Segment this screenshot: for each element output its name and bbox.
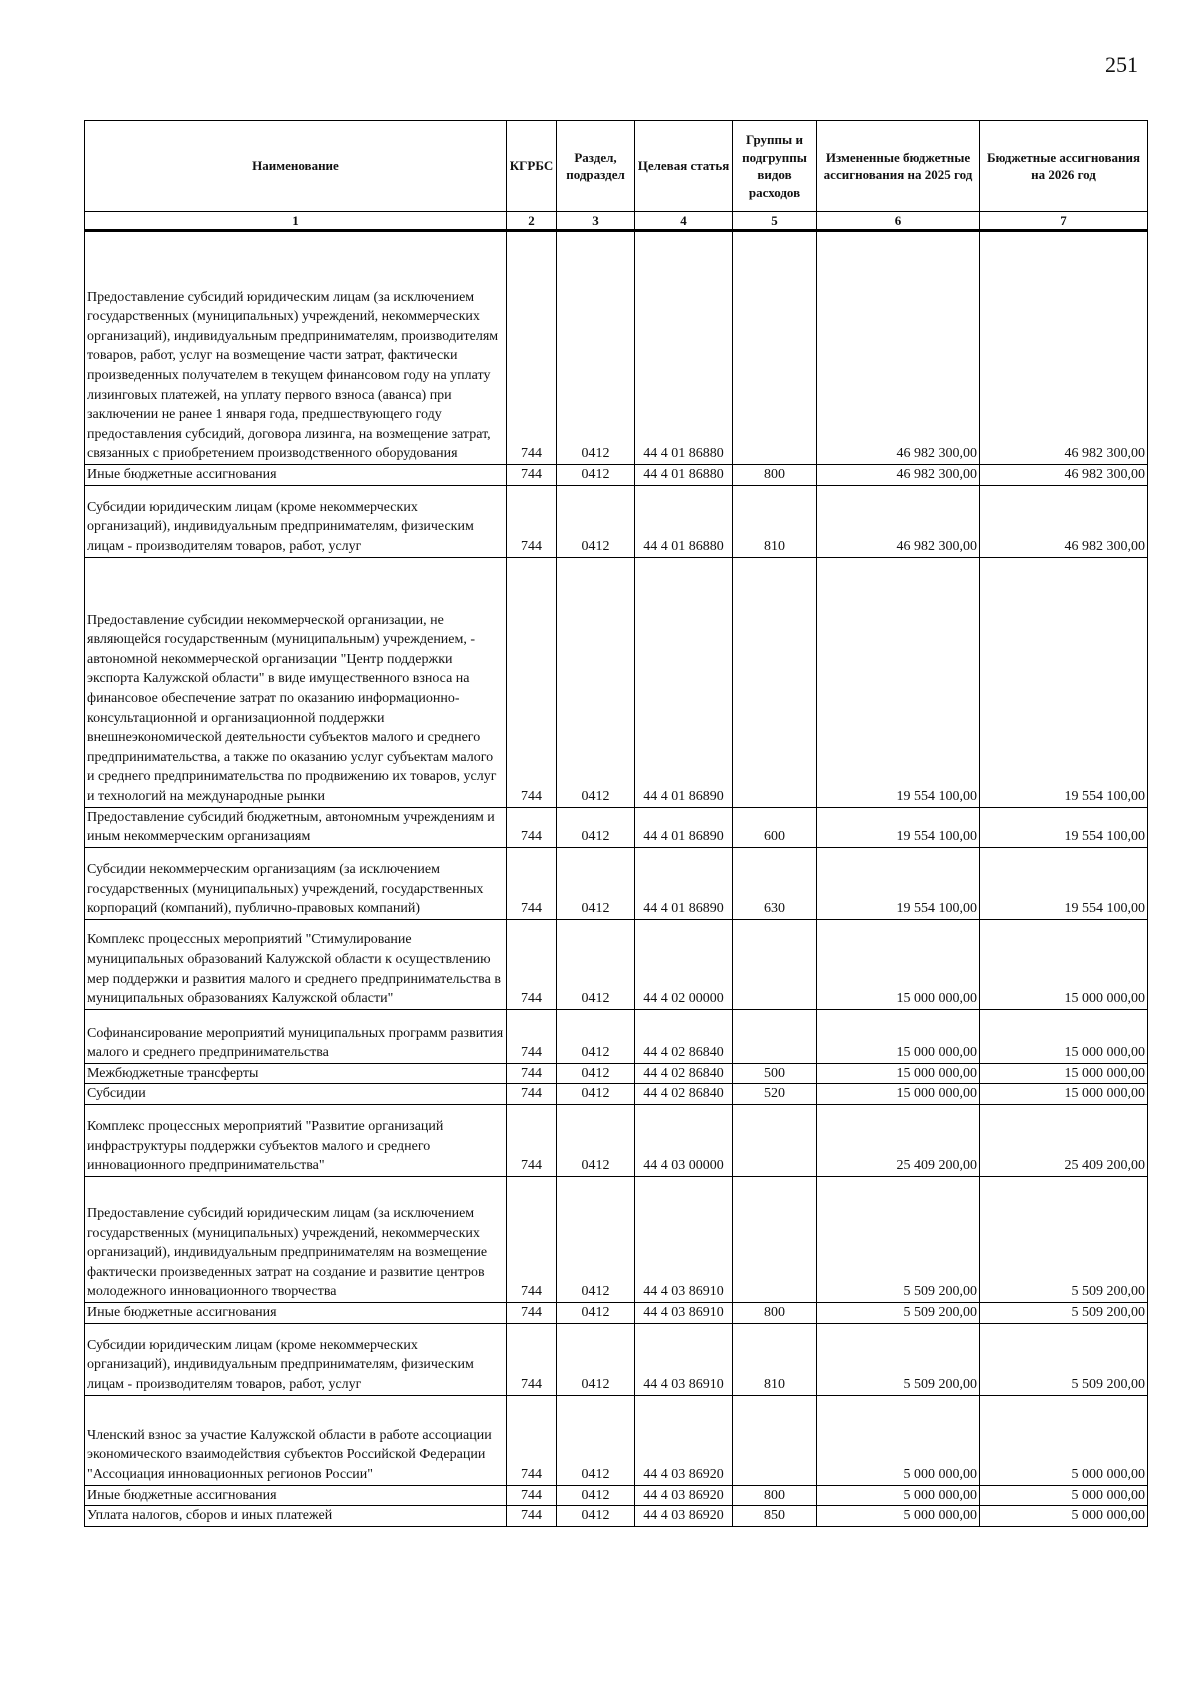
row-target: 44 4 01 86880 <box>635 231 733 465</box>
row-section: 0412 <box>557 1084 635 1105</box>
row-name: Софинансирование мероприятий муниципальных программ развития малого и среднего предпринимательства <box>85 1009 507 1063</box>
row-target: 44 4 03 86920 <box>635 1485 733 1506</box>
table-row <box>85 1485 1148 1506</box>
row-amount-2026: 5 509 200,00 <box>980 1302 1148 1323</box>
row-section: 0412 <box>557 847 635 919</box>
row-amount-2026: 5 000 000,00 <box>980 1485 1148 1506</box>
header-amount-2025: Измененные бюджетные ассигнования на 2025 год <box>817 121 980 212</box>
row-group: 810 <box>733 1323 817 1395</box>
row-kgrbs: 744 <box>507 1323 557 1395</box>
row-group: 520 <box>733 1084 817 1105</box>
row-section: 0412 <box>557 557 635 807</box>
row-amount-2025: 15 000 000,00 <box>817 1009 980 1063</box>
row-section: 0412 <box>557 485 635 557</box>
row-amount-2025: 5 000 000,00 <box>817 1485 980 1506</box>
row-kgrbs: 744 <box>507 807 557 847</box>
row-group: 800 <box>733 1485 817 1506</box>
row-kgrbs: 744 <box>507 1104 557 1176</box>
row-target: 44 4 01 86880 <box>635 465 733 486</box>
table-row <box>85 1395 1148 1485</box>
row-amount-2026: 19 554 100,00 <box>980 847 1148 919</box>
row-section: 0412 <box>557 1323 635 1395</box>
column-number: 5 <box>733 212 817 231</box>
row-group <box>733 1009 817 1063</box>
row-name: Комплекс процессных мероприятий "Стимулирование муниципальных образований Калужской области к осуществлению мер поддержки и развития малого и среднего предпринимательства в муниципальных образованиях Калужской области" <box>85 919 507 1009</box>
header-kgrbs: КГРБС <box>507 121 557 212</box>
row-amount-2025: 15 000 000,00 <box>817 1063 980 1084</box>
row-name: Субсидии <box>85 1084 507 1105</box>
row-amount-2026: 46 982 300,00 <box>980 465 1148 486</box>
table-row <box>85 1063 1148 1084</box>
row-name: Иные бюджетные ассигнования <box>85 1302 507 1323</box>
row-amount-2025: 46 982 300,00 <box>817 231 980 465</box>
row-group: 800 <box>733 465 817 486</box>
row-group: 600 <box>733 807 817 847</box>
row-amount-2025: 19 554 100,00 <box>817 557 980 807</box>
table-row <box>85 485 1148 557</box>
row-kgrbs: 744 <box>507 1063 557 1084</box>
row-amount-2025: 5 000 000,00 <box>817 1506 980 1527</box>
row-section: 0412 <box>557 1395 635 1485</box>
row-target: 44 4 01 86880 <box>635 485 733 557</box>
row-group: 800 <box>733 1302 817 1323</box>
table-row <box>85 1506 1148 1527</box>
row-name: Предоставление субсидий юридическим лицам (за исключением государственных (муниципальных) учреждений, некоммерческих организаций), индивидуальным предпринимателям, производителям товаров, работ, услуг на возмещение части затрат, фактически произведенных получателем в текущем финансовом году на уплату лизинговых платежей, на уплату первого взноса (аванса) при заключении не ранее 1 января года, предшествующего году предоставления субсидий, договора лизинга, на возмещение затрат, связанных с приобретением производственного оборудования <box>85 231 507 465</box>
budget-table <box>84 120 1148 1527</box>
row-amount-2025: 25 409 200,00 <box>817 1104 980 1176</box>
row-target: 44 4 03 86920 <box>635 1395 733 1485</box>
row-name: Субсидии некоммерческим организациям (за исключением государственных (муниципальных) учреждений, государственных корпораций (компаний), публично-правовых компаний) <box>85 847 507 919</box>
row-section: 0412 <box>557 1485 635 1506</box>
row-target: 44 4 03 00000 <box>635 1104 733 1176</box>
row-section: 0412 <box>557 1063 635 1084</box>
row-target: 44 4 03 86910 <box>635 1176 733 1302</box>
column-number: 6 <box>817 212 980 231</box>
row-target: 44 4 01 86890 <box>635 847 733 919</box>
row-name: Членский взнос за участие Калужской области в работе ассоциации экономического взаимодействия субъектов Российской Федерации "Ассоциация инновационных регионов России" <box>85 1395 507 1485</box>
row-kgrbs: 744 <box>507 1084 557 1105</box>
column-number: 1 <box>85 212 507 231</box>
row-section: 0412 <box>557 807 635 847</box>
row-group: 500 <box>733 1063 817 1084</box>
header-amount-2026: Бюджетные ассигнования на 2026 год <box>980 121 1148 212</box>
row-amount-2026: 19 554 100,00 <box>980 557 1148 807</box>
row-section: 0412 <box>557 1302 635 1323</box>
table-row <box>85 919 1148 1009</box>
row-section: 0412 <box>557 1104 635 1176</box>
row-amount-2026: 15 000 000,00 <box>980 1084 1148 1105</box>
row-kgrbs: 744 <box>507 919 557 1009</box>
row-amount-2025: 46 982 300,00 <box>817 485 980 557</box>
table-row <box>85 557 1148 807</box>
row-amount-2026: 15 000 000,00 <box>980 919 1148 1009</box>
table-row <box>85 1104 1148 1176</box>
row-section: 0412 <box>557 1009 635 1063</box>
row-group <box>733 231 817 465</box>
row-kgrbs: 744 <box>507 465 557 486</box>
row-name: Субсидии юридическим лицам (кроме некоммерческих организаций), индивидуальным предпринимателям, физическим лицам - производителям товаров, работ, услуг <box>85 485 507 557</box>
row-amount-2025: 19 554 100,00 <box>817 847 980 919</box>
column-number: 3 <box>557 212 635 231</box>
row-section: 0412 <box>557 1176 635 1302</box>
header-groups: Группы и подгруппы видов расходов <box>733 121 817 212</box>
row-target: 44 4 03 86910 <box>635 1323 733 1395</box>
row-name: Иные бюджетные ассигнования <box>85 465 507 486</box>
row-target: 44 4 01 86890 <box>635 557 733 807</box>
row-group: 810 <box>733 485 817 557</box>
header-section: Раздел, подраздел <box>557 121 635 212</box>
row-target: 44 4 02 86840 <box>635 1009 733 1063</box>
row-name: Субсидии юридическим лицам (кроме некоммерческих организаций), индивидуальным предпринимателям, физическим лицам - производителям товаров, работ, услуг <box>85 1323 507 1395</box>
row-name: Уплата налогов, сборов и иных платежей <box>85 1506 507 1527</box>
column-number: 4 <box>635 212 733 231</box>
row-amount-2025: 15 000 000,00 <box>817 919 980 1009</box>
row-amount-2026: 15 000 000,00 <box>980 1009 1148 1063</box>
row-amount-2025: 15 000 000,00 <box>817 1084 980 1105</box>
row-target: 44 4 03 86910 <box>635 1302 733 1323</box>
table-row <box>85 1323 1148 1395</box>
row-group <box>733 1395 817 1485</box>
table-body <box>85 231 1148 1527</box>
row-name: Предоставление субсидии некоммерческой организации, не являющейся государственным (муниципальным) учреждением, - автономной некоммерческой организации "Центр поддержки экспорта Калужской области" в виде имущественного взноса на финансовое обеспечение затрат по оказанию информационно-консультационной и организационной поддержки внешнеэкономической деятельности субъектов малого и среднего предпринимательства, а также по оказанию услуг субъектам малого и среднего предпринимательства по продвижению их товаров, услуг и технологий на международные рынки <box>85 557 507 807</box>
column-number-row <box>85 212 1148 231</box>
column-number: 2 <box>507 212 557 231</box>
row-name: Межбюджетные трансферты <box>85 1063 507 1084</box>
row-target: 44 4 02 86840 <box>635 1063 733 1084</box>
row-amount-2025: 5 509 200,00 <box>817 1176 980 1302</box>
row-kgrbs: 744 <box>507 1395 557 1485</box>
table-row <box>85 807 1148 847</box>
row-kgrbs: 744 <box>507 1176 557 1302</box>
row-amount-2025: 5 509 200,00 <box>817 1302 980 1323</box>
row-kgrbs: 744 <box>507 231 557 465</box>
row-target: 44 4 02 00000 <box>635 919 733 1009</box>
column-number: 7 <box>980 212 1148 231</box>
page-number: 251 <box>1105 52 1138 77</box>
row-amount-2026: 5 000 000,00 <box>980 1506 1148 1527</box>
header-target: Целевая статья <box>635 121 733 212</box>
row-group: 630 <box>733 847 817 919</box>
row-group: 850 <box>733 1506 817 1527</box>
row-amount-2026: 25 409 200,00 <box>980 1104 1148 1176</box>
header-row <box>85 121 1148 212</box>
row-kgrbs: 744 <box>507 485 557 557</box>
table-row <box>85 1009 1148 1063</box>
row-amount-2025: 46 982 300,00 <box>817 465 980 486</box>
row-name: Предоставление субсидий бюджетным, автономным учреждениям и иным некоммерческим организациям <box>85 807 507 847</box>
table-row <box>85 1302 1148 1323</box>
table-row <box>85 1176 1148 1302</box>
row-amount-2026: 15 000 000,00 <box>980 1063 1148 1084</box>
row-section: 0412 <box>557 231 635 465</box>
table-row <box>85 231 1148 465</box>
row-amount-2026: 19 554 100,00 <box>980 807 1148 847</box>
table-row <box>85 1084 1148 1105</box>
row-amount-2025: 5 509 200,00 <box>817 1323 980 1395</box>
row-name: Предоставление субсидий юридическим лицам (за исключением государственных (муниципальных) учреждений, некоммерческих организаций), индивидуальным предпринимателям на возмещение фактически произведенных затрат на создание и развитие центров молодежного инновационного творчества <box>85 1176 507 1302</box>
row-kgrbs: 744 <box>507 1302 557 1323</box>
table-row <box>85 847 1148 919</box>
row-amount-2025: 19 554 100,00 <box>817 807 980 847</box>
row-amount-2026: 46 982 300,00 <box>980 231 1148 465</box>
row-group <box>733 1104 817 1176</box>
row-target: 44 4 02 86840 <box>635 1084 733 1105</box>
row-group <box>733 557 817 807</box>
row-group <box>733 1176 817 1302</box>
row-section: 0412 <box>557 919 635 1009</box>
row-amount-2026: 5 000 000,00 <box>980 1395 1148 1485</box>
header-name: Наименование <box>85 121 507 212</box>
row-name: Комплекс процессных мероприятий "Развитие организаций инфраструктуры поддержки субъектов малого и среднего инновационного предпринимательства" <box>85 1104 507 1176</box>
row-target: 44 4 03 86920 <box>635 1506 733 1527</box>
row-amount-2026: 5 509 200,00 <box>980 1323 1148 1395</box>
row-target: 44 4 01 86890 <box>635 807 733 847</box>
row-kgrbs: 744 <box>507 1506 557 1527</box>
row-amount-2026: 5 509 200,00 <box>980 1176 1148 1302</box>
row-name: Иные бюджетные ассигнования <box>85 1485 507 1506</box>
row-amount-2025: 5 000 000,00 <box>817 1395 980 1485</box>
row-section: 0412 <box>557 465 635 486</box>
row-section: 0412 <box>557 1506 635 1527</box>
row-amount-2026: 46 982 300,00 <box>980 485 1148 557</box>
row-group <box>733 919 817 1009</box>
row-kgrbs: 744 <box>507 557 557 807</box>
row-kgrbs: 744 <box>507 1009 557 1063</box>
row-kgrbs: 744 <box>507 1485 557 1506</box>
row-kgrbs: 744 <box>507 847 557 919</box>
table-row <box>85 465 1148 486</box>
